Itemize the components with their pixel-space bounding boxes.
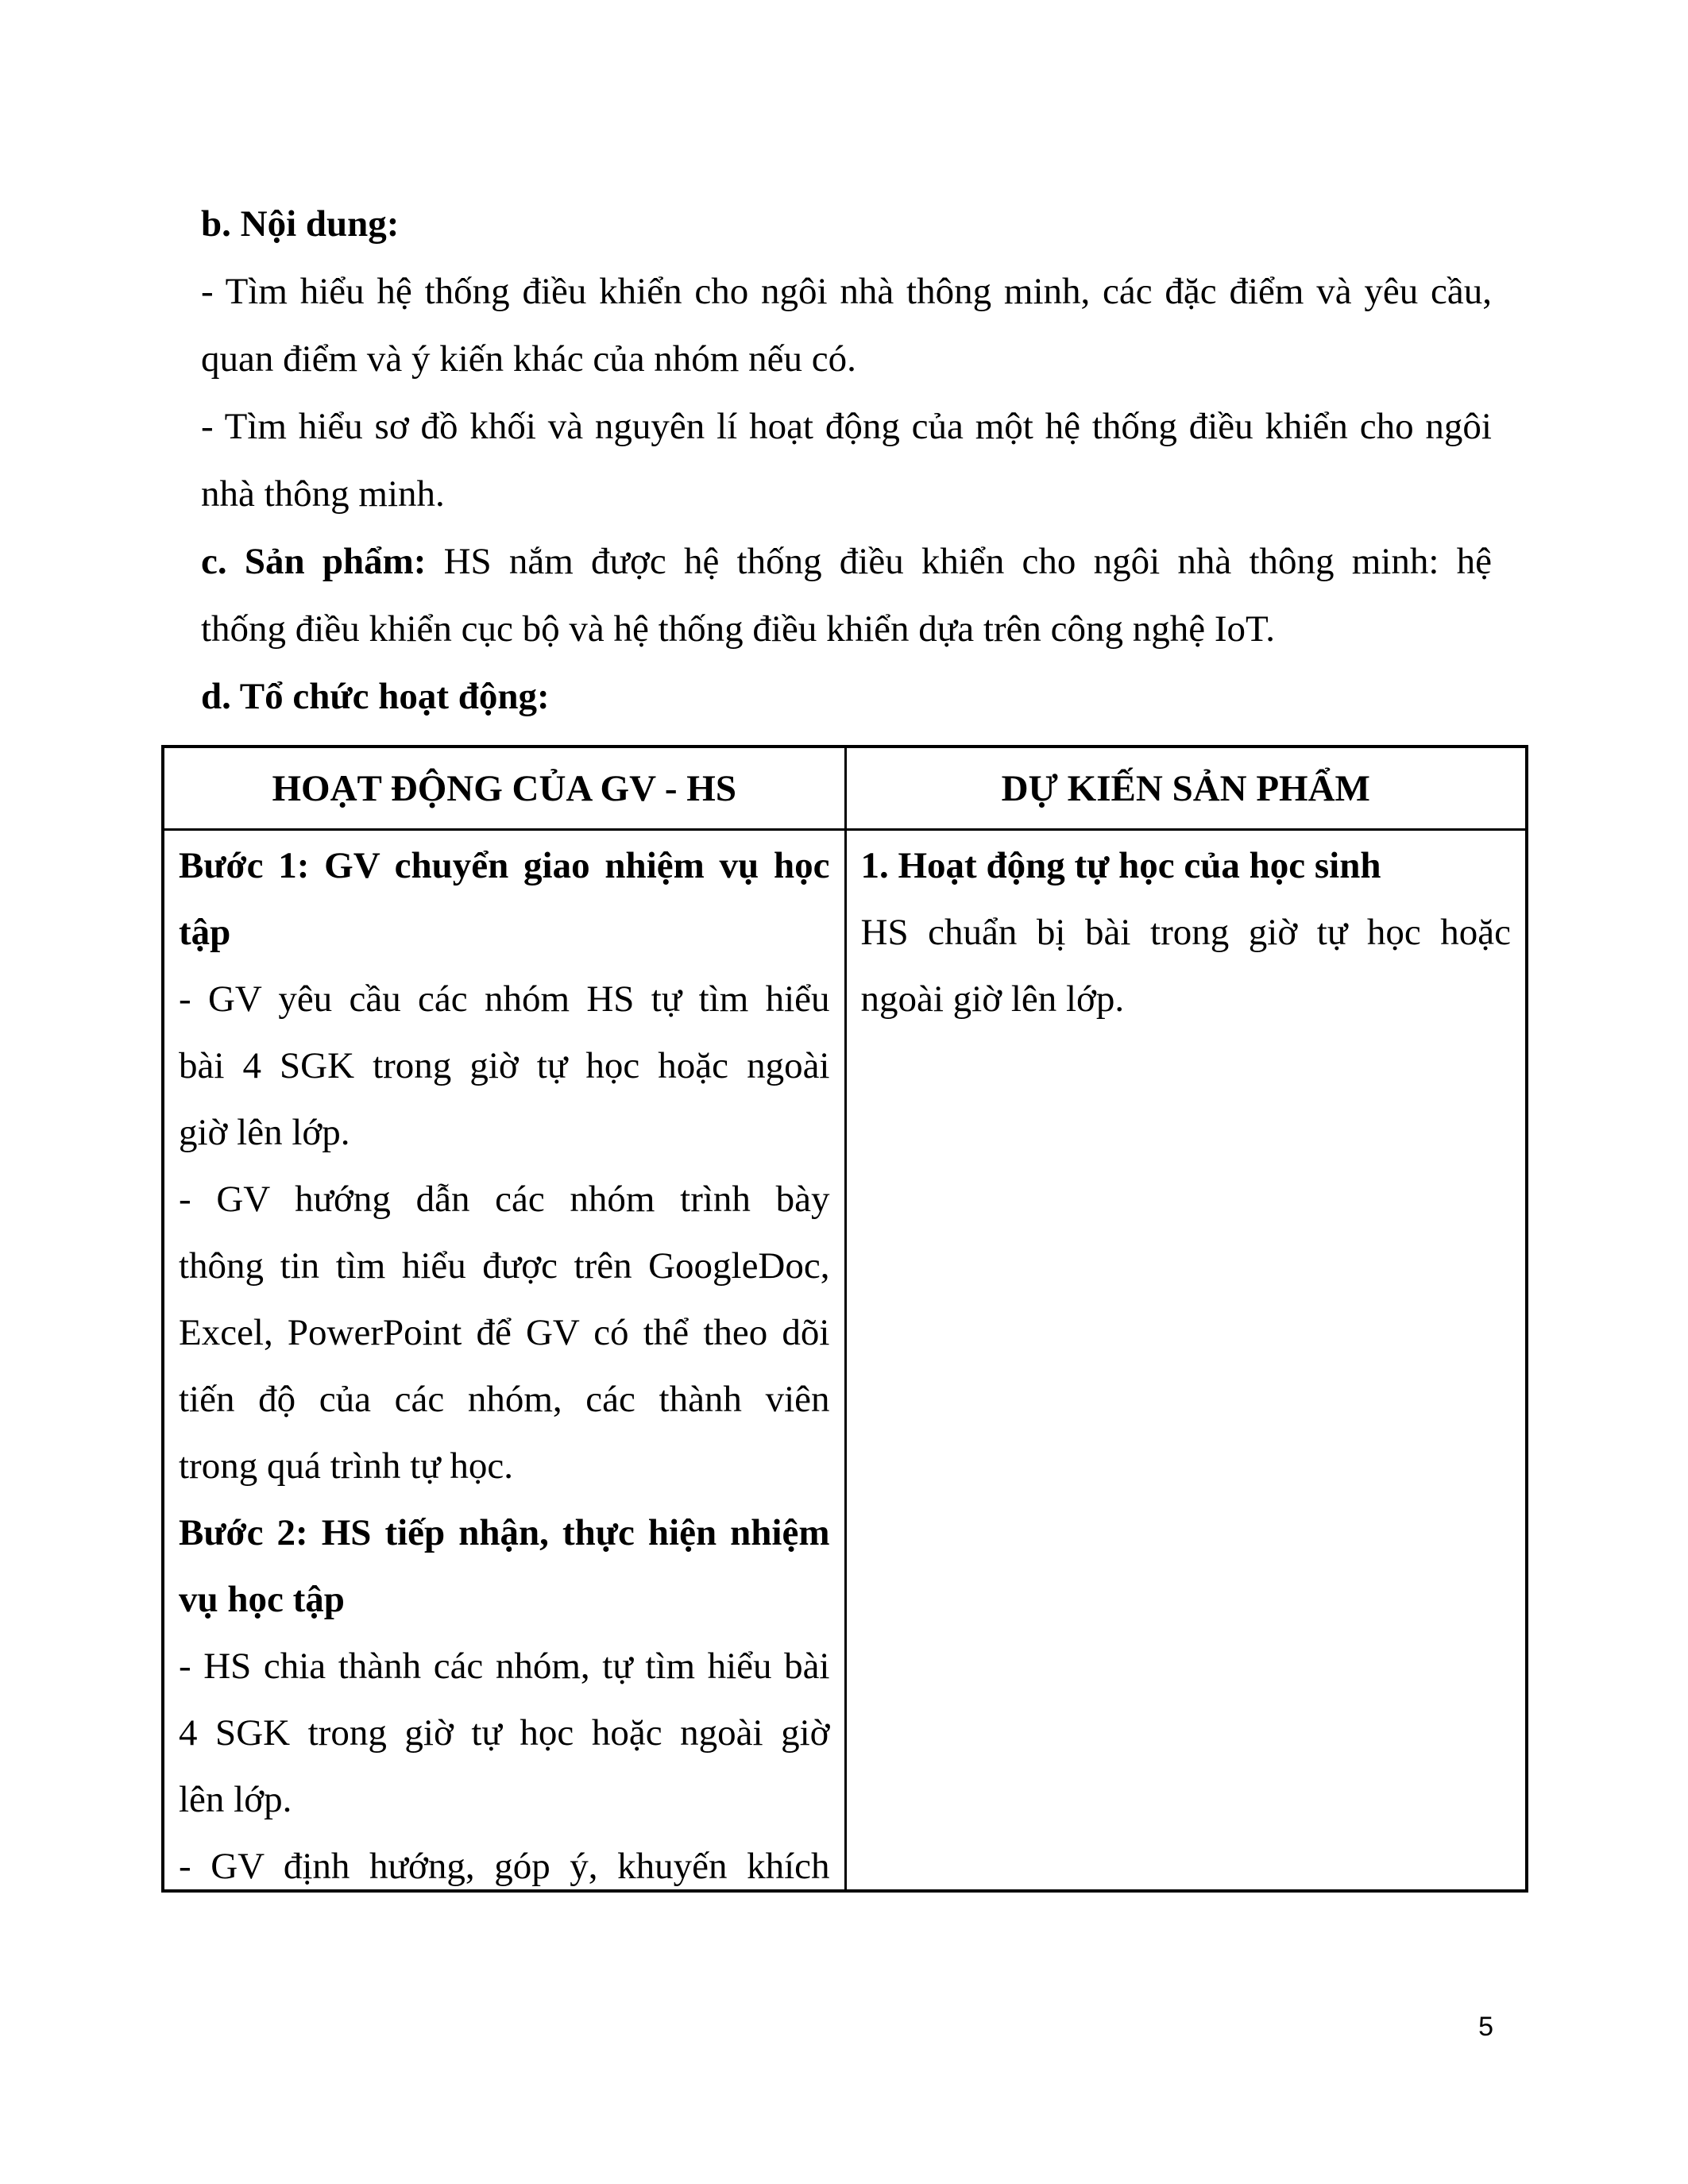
text-line: nhà thông minh. xyxy=(201,473,445,515)
expected-products-text xyxy=(861,832,1512,1889)
text-line: Excel, PowerPoint để GV có thể theo dõi xyxy=(179,1312,830,1353)
table-header-du-kien-san-pham: DỰ KIẾN SẢN PHẨM xyxy=(845,747,1527,830)
text-line: quan điểm và ý kiến khác của nhóm nếu có. xyxy=(201,338,856,380)
text-line: b. Nội dung: xyxy=(201,203,400,245)
text-line: - GV hướng dẫn các nhóm trình bày xyxy=(179,1179,830,1220)
text-line: HS chuẩn bị bài trong giờ tự học hoặc xyxy=(860,912,1511,953)
text-line: 4 SGK trong giờ tự học hoặc ngoài giờ xyxy=(179,1712,830,1754)
text-line: Bước 2: HS tiếp nhận, thực hiện nhiệm xyxy=(179,1512,830,1553)
text-line: - GV định hướng, góp ý, khuyến khích xyxy=(179,1846,830,1887)
text-line: thống điều khiển cục bộ và hệ thống điều khiển dựa trên công nghệ IoT. xyxy=(201,608,1275,650)
text-line: - GV yêu cầu các nhóm HS tự tìm hiểu xyxy=(179,978,830,1020)
text-line: tiến độ của các nhóm, các thành viên xyxy=(179,1379,830,1420)
text-line: thông tin tìm hiểu được trên GoogleDoc, xyxy=(179,1245,830,1287)
text-line xyxy=(201,528,1492,596)
table-header-row xyxy=(163,747,1527,830)
table-header-gv-hs: HOẠT ĐỘNG CỦA GV - HS xyxy=(163,747,845,830)
table-cell-expected-products xyxy=(845,830,1527,1892)
gv-hs-activities-text xyxy=(179,832,830,1889)
text-line: vụ học tập xyxy=(179,1579,345,1620)
text-line: lên lớp. xyxy=(179,1779,292,1820)
text-line: bài 4 SGK trong giờ tự học hoặc ngoài xyxy=(179,1045,830,1086)
text-line: - Tìm hiểu sơ đồ khối và nguyên lí hoạt động của một hệ thống điều khiển cho ngôi xyxy=(201,406,1492,447)
table-body-row xyxy=(163,830,1527,1892)
text-line: ngoài giờ lên lớp. xyxy=(860,978,1125,1020)
activities-table xyxy=(161,745,1528,1893)
text-run-bold: c. Sản phẩm: xyxy=(201,541,427,582)
text-line: giờ lên lớp. xyxy=(179,1112,350,1153)
page-number: 5 xyxy=(1478,2012,1493,2042)
text-line: trong quá trình tự học. xyxy=(179,1445,513,1487)
text-line: Bước 1: GV chuyển giao nhiệm vụ học xyxy=(179,845,830,886)
intro-section xyxy=(201,191,1492,731)
table-cell-gv-hs-activities xyxy=(163,830,845,1892)
text-line: - Tìm hiểu hệ thống điều khiển cho ngôi nhà thông minh, các đặc điểm và yêu cầu, xyxy=(201,271,1492,312)
text-line: tập xyxy=(179,912,231,953)
text-line: 1. Hoạt động tự học của học sinh xyxy=(860,845,1381,886)
text-run: HS nắm được hệ thống điều khiển cho ngôi nhà thông minh: hệ xyxy=(426,541,1492,582)
text-line: - HS chia thành các nhóm, tự tìm hiểu bài xyxy=(179,1646,830,1687)
text-line: d. Tổ chức hoạt động: xyxy=(201,676,550,717)
